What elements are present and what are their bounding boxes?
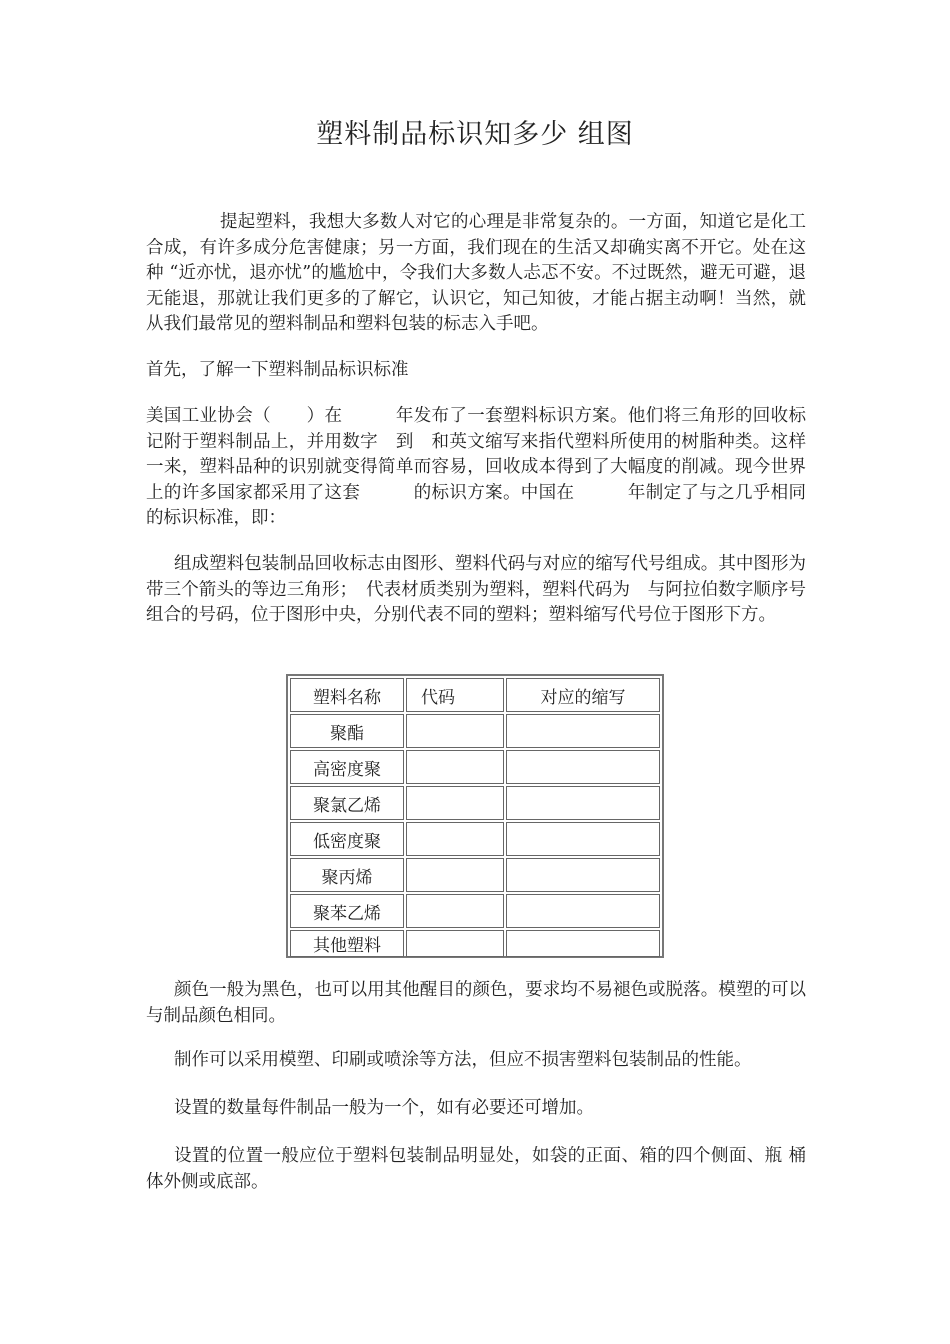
table-cell-name: 其他塑料 (290, 930, 404, 957)
table-cell-name: 聚酯 (290, 714, 404, 748)
position-paragraph: 设置的位置一般应位于塑料包装制品明显处，如袋的正面、箱的四个侧面、瓶 桶 体外侧或底部。 (146, 1146, 806, 1192)
table-cell-code (406, 858, 504, 892)
table-row (290, 822, 660, 856)
table-cell-abbreviation (506, 822, 660, 856)
plastic-table (288, 676, 662, 959)
color-paragraph: 颜色一般为黑色，也可以用其他醒目的颜色，要求均不易褪色或脱落。模塑的可以与制品颜色相同。 (146, 980, 806, 1026)
table-cell-code (406, 822, 504, 856)
quantity-paragraph: 设置的数量每件制品一般为一个，如有必要还可增加。 (174, 1098, 594, 1118)
table-cell-code (406, 930, 504, 957)
table-cell-abbreviation (506, 930, 660, 957)
table-cell-name: 聚丙烯 (290, 858, 404, 892)
header-cell-code: 代码 (406, 678, 504, 712)
table-cell-name: 低密度聚 (290, 822, 404, 856)
composition-paragraph: 组成塑料包装制品回收标志由图形、塑料代码与对应的缩写代号组成。其中图形为带三个箭头的等边三角形； 代表材质类别为塑料，塑料代码为 与阿拉伯数字顺序号组合的号码，位于图形中央，分别代表不同的塑料；塑料缩写代号位于图形下方。 (146, 554, 806, 625)
table-cell-abbreviation (506, 714, 660, 748)
table-cell-name: 高密度聚 (290, 750, 404, 784)
table-row (290, 858, 660, 892)
section-heading: 首先，了解一下塑料制品标识标准 (146, 360, 409, 380)
table-cell-name: 聚苯乙烯 (290, 894, 404, 928)
header-cell-name: 塑料名称 (290, 678, 404, 712)
table-row (290, 930, 660, 957)
table-cell-abbreviation (506, 750, 660, 784)
table-cell-code (406, 750, 504, 784)
table-row (290, 786, 660, 820)
table-cell-code (406, 714, 504, 748)
table-cell-code (406, 786, 504, 820)
table-row (290, 894, 660, 928)
method-paragraph: 制作可以采用模塑、印刷或喷涂等方法，但应不损害塑料包装制品的性能。 (174, 1050, 752, 1070)
standard-paragraph: 美国工业协会（ ）在 年发布了一套塑料标识方案。他们将三角形的回收标记附于塑料制品上，并用数字 到 和英文缩写来指代塑料所使用的树脂种类。这样一来，塑料品种的识别就变得简单而容易，回收成本得到了大幅度的削减。现今世界上的许多国家都采用了这套 的标识方案。中国在 年制定了与之几乎相同的标识标准，即： (146, 406, 806, 528)
table-cell-abbreviation (506, 894, 660, 928)
table-cell-name: 聚氯乙烯 (290, 786, 404, 820)
table-row (290, 750, 660, 784)
table-cell-abbreviation (506, 858, 660, 892)
table-row (290, 714, 660, 748)
table-header-row (290, 678, 660, 712)
table-cell-abbreviation (506, 786, 660, 820)
page-title: 塑料制品标识知多少 组图 (316, 119, 634, 150)
table-cell-code (406, 894, 504, 928)
plastic-code-table (286, 674, 664, 958)
intro-paragraph: 提起塑料，我想大多数人对它的心理是非常复杂的。一方面，知道它是化工合成，有许多成分危害健康；另一方面，我们现在的生活又却确实离不开它。处在这种 “近亦忧，退亦忧”的尴尬中，令我们大多数人忐忑不安。不过既然，避无可避，退无能退，那就让我们更多的了解它，认识它，知己知彼，才能占据主动啊！当然，就从我们最常见的塑料制品和塑料包装的标志入手吧。 (146, 212, 806, 334)
header-cell-abbreviation: 对应的缩写 (506, 678, 660, 712)
